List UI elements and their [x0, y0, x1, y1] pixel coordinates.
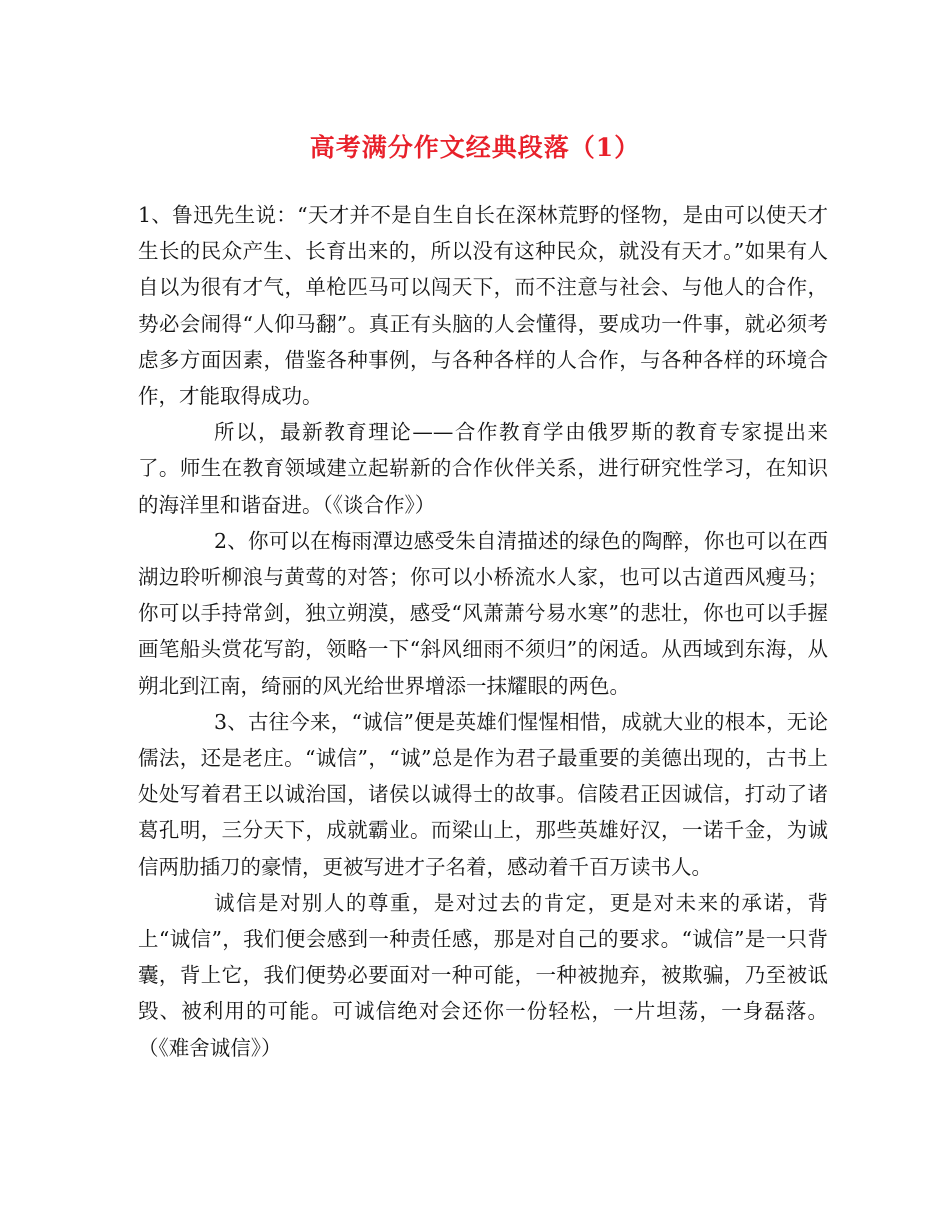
paragraph-4-integrity: 3、古往今来，“诚信”便是英雄们惺惺相惜，成就大业的根本，无论儒法，还是老庄。“诚信”，“诚”总是作为君子最重要的美德出现的，古书上处处写着君王以诚治国，诸侯以诚得士的故事。信陵君正因诚信，打动了诸葛孔明，三分天下，成就霸业。而梁山上，那些英雄好汉，一诺千金，为诚信两肋插刀的豪情，更被写进才子名着，感动着千百万读书人。 — [138, 709, 828, 879]
paragraph-3-scenery: 2、你可以在梅雨潭边感受朱自清描述的绿色的陶醉，你也可以在西湖边聆听柳浪与黄莺的对答；你可以小桥流水人家，也可以古道西风瘦马；你可以手持常剑，独立朔漠，感受“风萧萧兮易水寒”的悲壮，你也可以手握画笔船头赏花写韵，领略一下“斜风细雨不须归”的闲适。从西域到东海，从朔北到江南，绮丽的风光给世界增添一抹耀眼的两色。 — [138, 528, 828, 698]
page-title: 高考满分作文经典段落（1） — [309, 133, 641, 162]
paragraph-1-lu-xun: 1、鲁迅先生说：“天才并不是自生自长在深林荒野的怪物，是由可以使天才生长的民众产生、长育出来的，所以没有这种民众，就没有天才。”如果有人自以为很有才气，单枪匹马可以闯天下，而不注意与社会、与他人的合作，势必会闹得“人仰马翻”。真正有头脑的人会懂得，要成功一件事，就必须考虑多方面因素，借鉴各种事例，与各种各样的人合作，与各种各样的环境合作，才能取得成功。 — [138, 203, 828, 409]
document-body — [138, 197, 828, 1066]
paragraph-2-cooperation: 所以，最新教育理论——合作教育学由俄罗斯的教育专家提出来了。师生在教育领域建立起崭新的合作伙伴关系，进行研究性学习，在知识的海洋里和谐奋进。（《谈合作》） — [138, 420, 828, 517]
paragraph-5-integrity-conclusion: 诚信是对别人的尊重，是对过去的肯定，更是对未来的承诺，背上“诚信”，我们便会感到一种责任感，那是对自己的要求。“诚信”是一只背囊，背上它，我们便势必要面对一种可能，一种被抛弃，被欺骗，乃至被诋毁、被利用的可能。可诚信绝对会还你一份轻松，一片坦荡，一身磊落。（《难舍诚信》） — [138, 890, 828, 1060]
